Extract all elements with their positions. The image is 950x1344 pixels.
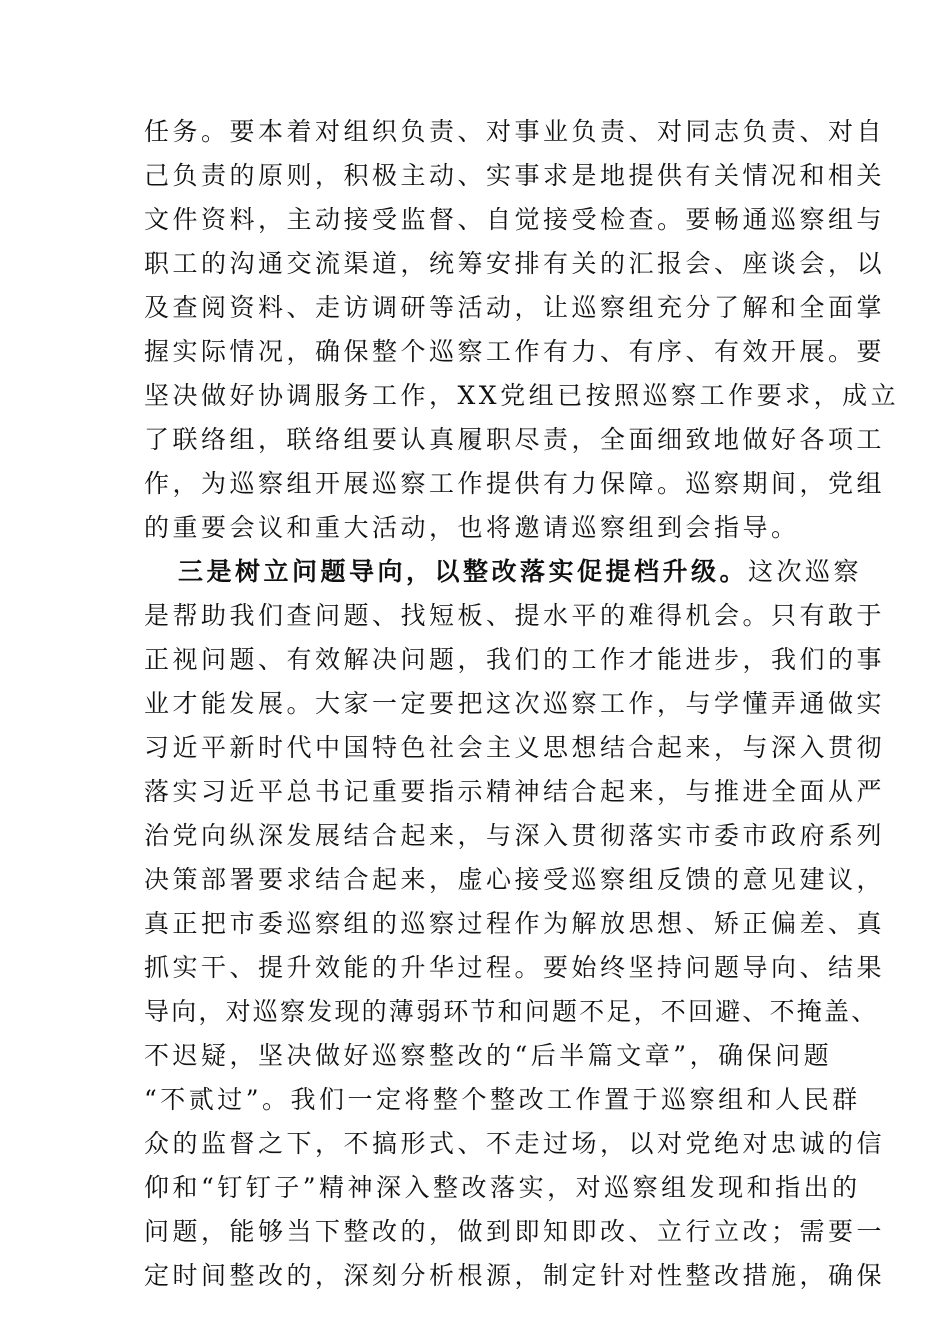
text-line: 抓实干、提升效能的升华过程。要始终坚持问题导向、结果 — [144, 953, 886, 982]
text-line: 导向，对巡察发现的薄弱环节和问题不足，不回避、不掩盖、 — [144, 997, 879, 1026]
text-line: 不迟疑，坚决做好巡察整改的“后半篇文章”，确保问题 — [144, 1041, 833, 1070]
text-line: 是帮助我们查问题、找短板、提水平的难得机会。只有敢于 — [144, 601, 886, 630]
paragraph-heading: 三是树立问题导向，以整改落实促提档升级。 — [178, 557, 749, 586]
text-line: 坚决做好协调服务工作，XX党组已按照巡察工作要求，成立 — [144, 381, 900, 410]
text-line: 问题，能够当下整改的，做到即知即改、立行立改；需要一 — [144, 1217, 886, 1246]
text-line: 了联络组，联络组要认真履职尽责，全面细致地做好各项工 — [144, 425, 886, 454]
text-line: “不贰过”。我们一定将整个整改工作置于巡察组和人民群 — [144, 1085, 861, 1114]
text-line: 任务。要本着对组织负责、对事业负责、对同志负责、对自 — [144, 117, 886, 146]
text-span: 这次巡察 — [748, 557, 863, 586]
text-line: 握实际情况，确保整个巡察工作有力、有序、有效开展。要 — [144, 337, 886, 366]
text-line: 职工的沟通交流渠道，统筹安排有关的汇报会、座谈会，以 — [144, 249, 886, 278]
text-line: 真正把市委巡察组的巡察过程作为解放思想、矫正偏差、真 — [144, 909, 886, 938]
text-line: 己负责的原则，积极主动、实事求是地提供有关情况和相关 — [144, 161, 886, 190]
text-line: 作，为巡察组开展巡察工作提供有力保障。巡察期间，党组 — [144, 469, 886, 498]
paragraph-lead-line — [178, 550, 862, 594]
text-line: 治党向纵深发展结合起来，与深入贯彻落实市委市政府系列 — [144, 821, 886, 850]
text-line: 决策部署要求结合起来，虚心接受巡察组反馈的意见建议， — [144, 865, 886, 894]
text-line: 习近平新时代中国特色社会主义思想结合起来，与深入贯彻 — [144, 733, 886, 762]
text-line: 仰和“钉钉子”精神深入整改落实，对巡察组发现和指出的 — [144, 1173, 861, 1202]
text-line: 及查阅资料、走访调研等活动，让巡察组充分了解和全面掌 — [144, 293, 886, 322]
text-line: 落实习近平总书记重要指示精神结合起来，与推进全面从严 — [144, 777, 886, 806]
text-line: 业才能发展。大家一定要把这次巡察工作，与学懂弄通做实 — [144, 689, 886, 718]
text-line: 定时间整改的，深刻分析根源，制定针对性整改措施，确保 — [144, 1261, 886, 1290]
text-line: 的重要会议和重大活动，也将邀请巡察组到会指导。 — [144, 513, 800, 542]
text-line: 文件资料，主动接受监督、自觉接受检查。要畅通巡察组与 — [144, 205, 886, 234]
text-line: 正视问题、有效解决问题，我们的工作才能进步，我们的事 — [144, 645, 886, 674]
text-line: 众的监督之下，不搞形式、不走过场，以对党绝对忠诚的信 — [144, 1129, 886, 1158]
